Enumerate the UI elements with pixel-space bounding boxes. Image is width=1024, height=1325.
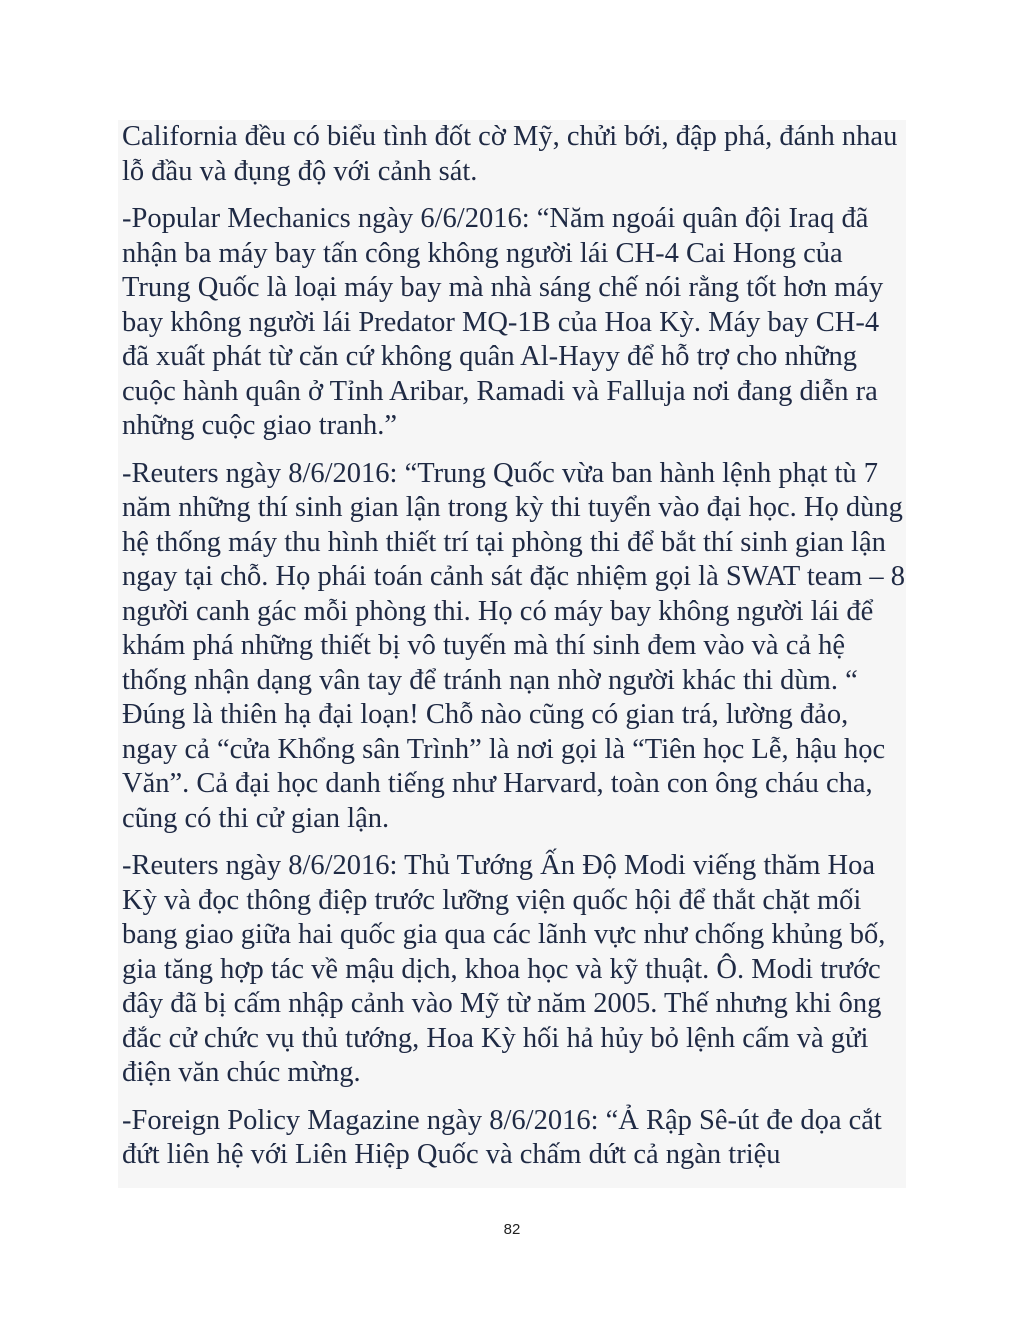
paragraph-california-protests: California đều có biểu tình đốt cờ Mỹ, chửi bới, đập phá, đánh nhau lỗ đầu và đụng độ với cảnh sát. <box>122 121 898 187</box>
page-number: 82 <box>503 1221 521 1238</box>
paragraph-foreign-policy: -Foreign Policy Magazine ngày 8/6/2016: “Ả Rập Sê-út đe dọa cắt đứt liên hệ với Liên Hiệp Quốc và chấm dứt cả ngàn triệu <box>122 1104 882 1170</box>
paragraph-reuters-modi-visit: -Reuters ngày 8/6/2016: Thủ Tướng Ấn Độ Modi viếng thăm Hoa Kỳ và đọc thông điệp trước lưỡng viện quốc hội để thắt chặt mối bang giao giữa hai quốc gia qua các lãnh vực như chống khủng bố, gia tăng hợp tác về mậu dịch, khoa học và kỹ thuật. Ô. Modi trước đây đã bị cấm nhập cảnh vào Mỹ từ năm 2005. Thế nhưng khi ông đắc cử chức vụ thủ tướng, Hoa Kỳ hối hả hủy bỏ lệnh cấm và gửi điện văn chúc mừng. <box>122 850 886 1088</box>
paragraph-reuters-exam-cheating: -Reuters ngày 8/6/2016: “Trung Quốc vừa ban hành lệnh phạt tù 7 năm những thí sinh gian lận trong kỳ thi tuyển vào đại học. Họ dùng hệ thống máy thu hình thiết trí tại phòng thi để bắt thí sinh gian lận ngay tại chỗ. Họ phái toán cảnh sát đặc nhiệm gọi là SWAT team – 8 người canh gác mỗi phòng thi. Họ có máy bay không người lái để khám phá những thiết bị vô tuyến mà thí sinh đem vào và cả hệ thống nhận dạng vân tay để tránh nạn nhờ người khác thi dùm. “ Đúng là thiên hạ đại loạn! Chỗ nào cũng có gian trá, lường đảo, ngay cả “cửa Khổng sân Trình” là nơi gọi là “Tiên học Lễ, hậu học Văn”. Cả đại học danh tiếng như Harvard, toàn con ông cháu cha, cũng có thi cử gian lận. <box>122 457 906 834</box>
paragraph-popular-mechanics: -Popular Mechanics ngày 6/6/2016: “Năm ngoái quân đội Iraq đã nhận ba máy bay tấn công không người lái CH-4 Cai Hong của Trung Quốc là loại máy bay mà nhà sáng chế nói rằng tốt hơn máy bay không người lái Predator MQ-1B của Hoa Kỳ. Máy bay CH-4 đã xuất phát từ căn cứ không quân Al-Hayy để hỗ trợ cho những cuộc hành quân ở Tỉnh Aribar, Ramadi và Falluja nơi đang diễn ra những cuộc giao tranh.” <box>122 203 884 441</box>
page-body <box>118 120 906 1188</box>
